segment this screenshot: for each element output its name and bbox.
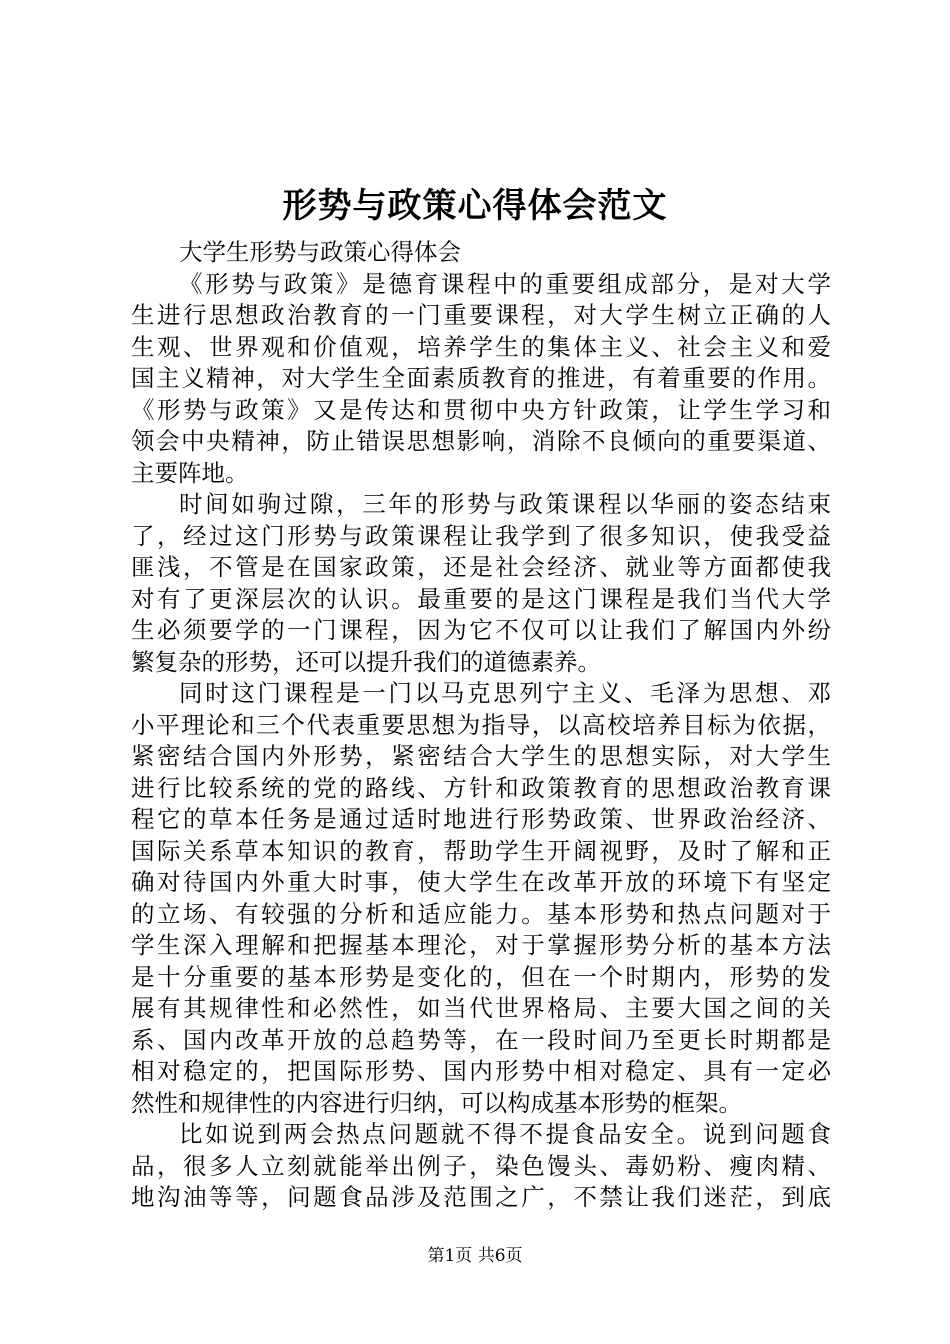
text-line: 国际关系草本知识的教育，帮助学生开阔视野，及时了解和正 bbox=[131, 836, 831, 865]
text-line: 《形势与政策》又是传达和贯彻中央方针政策，让学生学习和 bbox=[131, 395, 831, 424]
text-line: 相对稳定的，把国际形势、国内形势中相对稳定、具有一定必 bbox=[131, 1057, 831, 1085]
document-body bbox=[131, 237, 831, 1214]
text-line: 《形势与政策》是德育课程中的重要组成部分，是对大学 bbox=[179, 269, 831, 298]
text-line: 同时这门课程是一门以马克思列宁主义、毛泽为思想、邓 bbox=[179, 679, 831, 707]
text-line: 然性和规律性的内容进行归纳，可以构成基本形势的框架。 bbox=[131, 1088, 742, 1117]
text-line: 领会中央精神，防止错误思想影响，消除不良倾向的重要渠道、 bbox=[131, 427, 831, 455]
text-line: 品，很多人立刻就能举出例子，染色馒头、毒奶粉、瘦肉精、 bbox=[131, 1151, 831, 1180]
text-line: 对有了更深层次的认识。最重要的是这门课程是我们当代大学 bbox=[131, 584, 831, 613]
text-line: 紧密结合国内外形势，紧密结合大学生的思想实际，对大学生 bbox=[131, 742, 831, 770]
text-line: 了，经过这门形势与政策课程让我学到了很多知识，使我受益 bbox=[131, 521, 831, 550]
text-line: 大学生形势与政策心得体会 bbox=[179, 238, 461, 266]
text-line: 地沟油等等，问题食品涉及范围之广，不禁让我们迷茫，到底 bbox=[131, 1183, 831, 1211]
text-line: 的立场、有较强的分析和适应能力。基本形势和热点问题对于 bbox=[131, 899, 831, 928]
text-line: 生观、世界观和价值观，培养学生的集体主义、社会主义和爱 bbox=[131, 332, 831, 361]
text-line: 国主义精神，对大学生全面素质教育的推进，有着重要的作用。 bbox=[131, 364, 831, 392]
text-line: 生必须要学的一门课程，因为它不仅可以让我们了解国内外纷 bbox=[131, 616, 831, 644]
text-line: 确对待国内外重大时事，使大学生在改革开放的环境下有坚定 bbox=[131, 868, 831, 896]
text-line: 是十分重要的基本形势是变化的，但在一个时期内，形势的发 bbox=[131, 962, 831, 991]
text-line: 主要阵地。 bbox=[131, 458, 249, 487]
text-line: 时间如驹过隙，三年的形势与政策课程以华丽的姿态结束 bbox=[179, 490, 831, 518]
text-line: 小平理论和三个代表重要思想为指导，以高校培养目标为依据， bbox=[131, 710, 831, 739]
text-line: 比如说到两会热点问题就不得不提食品安全。说到问题食 bbox=[179, 1120, 831, 1148]
text-line: 展有其规律性和必然性，如当代世界格局、主要大国之间的关 bbox=[131, 994, 831, 1022]
page-footer: 第1页 共6页 bbox=[427, 1246, 523, 1266]
text-line: 繁复杂的形势，还可以提升我们的道德素养。 bbox=[131, 647, 601, 676]
text-line: 进行比较系统的党的路线、方针和政策教育的思想政治教育课 bbox=[131, 773, 831, 802]
text-line: 生进行思想政治教育的一门重要课程，对大学生树立正确的人 bbox=[131, 301, 831, 329]
document-title: 形势与政策心得体会范文 bbox=[282, 186, 668, 226]
text-line: 程它的草本任务是通过适时地进行形势政策、世界政治经济、 bbox=[131, 805, 831, 833]
text-line: 学生深入理解和把握基本理沦，对于掌握形势分析的基本方法 bbox=[131, 931, 831, 959]
text-line: 匪浅，不管是在国家政策，还是社会经济、就业等方面都使我 bbox=[131, 553, 831, 581]
text-line: 系、国内改革开放的总趋势等，在一段时间乃至更长时期都是 bbox=[131, 1025, 831, 1054]
